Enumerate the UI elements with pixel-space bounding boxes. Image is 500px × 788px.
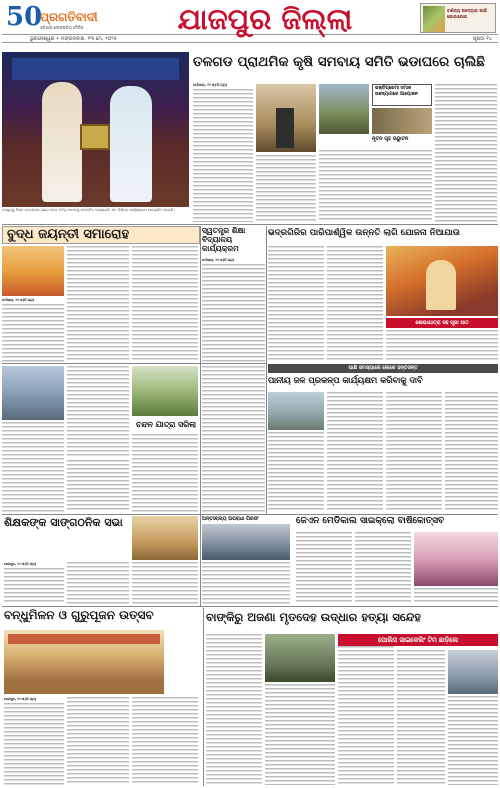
rule-4 <box>2 606 498 607</box>
building-door <box>276 108 294 148</box>
bandhu-body-col3 <box>132 697 198 785</box>
lead-side-box1-title: ଭକ୍ତିପ୍ରେମୀ ସମାଜ ଉଦ୍ୟୋଗରେ ଆୟୋଜନ <box>375 86 418 97</box>
left-mid-body-col2 <box>67 366 129 458</box>
rule-v3 <box>203 608 204 786</box>
rule-3 <box>2 514 498 515</box>
buddha-photo <box>2 246 64 296</box>
logo-subtext: ଓଡ଼ିଶାର ଲୋକପ୍ରିୟ ଦୈନିକ <box>40 25 84 30</box>
panidhara-kicker-band <box>268 364 498 373</box>
banki-body-col1 <box>206 634 262 785</box>
buddha-dateline: ଧର୍ମଶାଳା, ୧୨।୫(ନି.ପ୍ର) <box>2 298 35 302</box>
police-body-col1 <box>397 650 445 785</box>
medical-body-col4 <box>414 588 498 604</box>
rule-1 <box>2 224 498 225</box>
chandan-photo <box>132 366 198 416</box>
sashwat-body <box>202 264 265 362</box>
lead-body-col3 <box>319 150 432 222</box>
edition-dateline: ଭୁବନେଶ୍ୱର • ମଙ୍ଗଳବାର, ୧୩ ମେ, ୨୦୨୫ <box>30 36 117 42</box>
buddha-headline-box <box>2 226 200 244</box>
ad-text: ବାଣିଜ୍ୟ ଉଦ୍ୟୋଗ ପାଇଁ ଯୋଗାଯୋଗ <box>447 8 487 19</box>
chandan-body-col1 <box>67 460 129 512</box>
police-photo <box>448 650 498 694</box>
bandhu-dateline: ଯାଜପୁର, ୧୨।୫(ନି.ପ୍ର) <box>4 697 37 701</box>
chandan-body-col2 <box>132 434 198 512</box>
chandan-body-col3 <box>202 366 265 512</box>
shikshak-headline: ଶିକ୍ଷକଙ୍କ ସାଙ୍ଗଠନିକ ସଭା <box>4 516 123 529</box>
banki-body-col2 <box>265 684 335 785</box>
left-mid-photo <box>2 366 64 420</box>
lead-body-col4 <box>435 84 497 222</box>
shikshak-body-col3 <box>132 562 198 604</box>
shikshak-dateline: ଯାଜପୁର, ୧୨।୫(ନି.ପ୍ର) <box>4 562 37 566</box>
bhadragiri-photo <box>386 246 498 316</box>
page-label: ପୃଷ୍ଠା ୧୪ <box>472 36 492 42</box>
person-2 <box>110 86 152 202</box>
lead-body-col1 <box>193 89 253 222</box>
lead-photo <box>2 52 189 207</box>
rule-v2 <box>266 226 267 514</box>
newspaper-logo <box>6 2 116 32</box>
buddha-headline: ବୁଦ୍ଧ ଜୟନ୍ତୀ ସମାରୋହ <box>7 227 130 242</box>
chandan-headline: ଚନ୍ଦନ ଯାତ୍ରା ସରିଲା <box>136 420 196 429</box>
bhadragiri-body-col3 <box>327 302 383 362</box>
rule-2 <box>2 363 266 364</box>
masthead <box>0 0 500 50</box>
buddha-body-col1 <box>2 304 64 362</box>
panidhara-body-col4 <box>445 392 498 512</box>
panidhara-photo <box>268 392 324 430</box>
lead-side-box2-title: ନୂତନ ଗୃହ ଉଦ୍ଘାଟନ <box>372 136 409 142</box>
masthead-ad <box>420 3 496 33</box>
lead-body-col2 <box>256 155 316 222</box>
banki-headline: ବାଙ୍କିରୁ ଅଜଣା ମୃତଦେହ ଉଦ୍ଧାର ହତ୍ୟା ସନ୍ଦେହ <box>206 610 421 624</box>
buddha-body-col3 <box>132 246 198 362</box>
logo-text: ପ୍ରଗତିବାଦୀ <box>40 10 98 24</box>
medical-body-col3 <box>355 532 411 604</box>
shikshak-photo <box>132 516 198 560</box>
bandhu-body-col2 <box>67 697 129 785</box>
rule-v1 <box>200 226 201 606</box>
bhadragiri-caption-bar <box>386 318 498 328</box>
shikshak-body-col2 <box>67 562 129 604</box>
lead-photo-3 <box>319 84 369 134</box>
sashwat-dateline: ଧର୍ମଶାଳା, ୧୨।୫(ନି.ପ୍ର) <box>202 258 235 262</box>
ad-image <box>423 6 445 32</box>
left-mid-body-col1 <box>2 422 64 512</box>
police-body-col2 <box>448 696 498 785</box>
police-headline: ପୋଲିସ ସାଇକେଲିଂ ଟିମ ଛାଡ଼ିଲେ <box>377 636 459 644</box>
panidhara-body-col1 <box>268 432 324 512</box>
medical-body-col1 <box>202 562 290 604</box>
buddha-body-col2 <box>67 246 129 362</box>
lead-side-box1 <box>372 84 432 106</box>
medical-photo <box>202 524 290 560</box>
stage-banner <box>12 58 179 80</box>
medical-kicker: ଅନ୍ତଃରାଜ୍ୟ ଅପରାଧୀ ଗିରଫ <box>202 516 259 522</box>
bandhu-headline: ବନ୍ଧୁମିଳନ ଓ ଗୁରୁପୂଜନ ଉତ୍ସବ <box>4 608 154 622</box>
medical-headline: ଜେଏନ ମେଡିକାଲ ସାଇକ୍ଲୋ ବାର୍ଷିକୋତ୍ସବ <box>296 516 445 526</box>
sashwat-headline: ସ୍ୱତନ୍ତ୍ର ଶିକ୍ଷା ବିଦ୍ୟାଳୟ କାର୍ଯ୍ୟକ୍ରମ <box>202 226 246 253</box>
person-1 <box>42 82 82 202</box>
lead-headline: ତଳଗଡ ପ୍ରାଥମିକ କୃଷି ସମବାୟ ସମିତି ଭଡାଘରେ ଚାଲିଛି <box>193 54 485 70</box>
bandhu-photo <box>4 630 164 694</box>
panidhara-body-col3 <box>386 392 442 512</box>
lead-dateline: ଧର୍ମଶାଳା, ୧୨।୫(ନି.ପ୍ର) <box>193 83 228 87</box>
medical-event-photo <box>414 532 498 586</box>
logo-number: 50 <box>6 2 43 32</box>
panidhara-body-col2 <box>327 392 383 512</box>
lead-side-box2 <box>372 136 432 148</box>
bhadragiri-caption: ଶୋଭାଯାତ୍ରା ସହ ପୂଜା ପାଠ <box>415 320 469 326</box>
lead-photo-2 <box>256 84 316 152</box>
banki-photo <box>265 634 335 682</box>
award-plaque <box>80 124 110 150</box>
shikshak-body-col1 <box>4 568 64 604</box>
bandhu-banner <box>8 634 160 644</box>
bhadragiri-body-col2 <box>327 246 383 300</box>
banki-body-col3 <box>338 634 394 785</box>
panidhara-headline: ପାନୀୟ ଜଳ ପ୍ରକଳ୍ପ କାର୍ଯ୍ୟକ୍ଷମ କରିବାକୁ ଦାବି <box>268 375 423 385</box>
police-headline-bar <box>338 634 498 646</box>
medical-body-col2 <box>296 532 352 604</box>
procession-figure <box>426 260 456 310</box>
lead-photo-4 <box>372 108 432 134</box>
bandhu-body-col1 <box>4 703 64 785</box>
bhadragiri-headline: ଭଦ୍ରଗିରିର ପାରିପାର୍ଶ୍ୱିକ ଉନ୍ନତି ଲାଗି ଯୋଜନା ନିଆଯାଉ <box>268 228 461 238</box>
panidhara-kicker: ପାଣି ସମସ୍ୟାରେ ଲୋକେ ହନ୍ତସନ୍ତ <box>348 365 418 371</box>
district-title: ଯାଜପୁର ଜିଲ୍ଲା <box>177 2 353 36</box>
bhadragiri-body-col1 <box>268 246 324 362</box>
lead-photo-caption: ବନ୍ଧୁତ୍ୱ ମିଳନ ଉତ୍ସବରେ ଯୋଗ ଦେଇ ଅତିଥି ମାନଙ୍କୁ ସମ୍ମାନିତ କରାଯାଇଛି ଏବଂ ବିଭିନ୍ନ କାର୍ଯ୍ୟକ୍ରମ ଆୟୋଜିତ ହୋଇଛି। <box>2 208 175 212</box>
bhadragiri-body-col4 <box>386 330 498 362</box>
